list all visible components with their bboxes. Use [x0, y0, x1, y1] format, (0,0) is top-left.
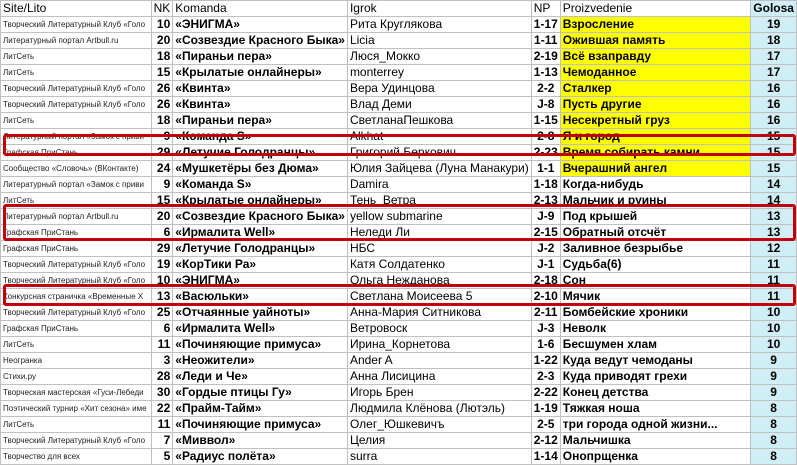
cell-site[interactable]: Графская ПриСтань: [1, 225, 152, 241]
cell-site[interactable]: ЛитСеть: [1, 113, 152, 129]
cell-golosa[interactable]: 13: [751, 225, 797, 241]
table-row: [1, 257, 797, 273]
cell-golosa[interactable]: 16: [751, 97, 797, 113]
table-row: [1, 193, 797, 209]
cell-np[interactable]: 1-13: [531, 65, 560, 81]
cell-igrok[interactable]: Олег_Юшкевичъ: [347, 417, 531, 433]
cell-igrok[interactable]: Влад Деми: [347, 97, 531, 113]
header-igrok[interactable]: Igrok: [347, 1, 531, 17]
cell-komanda[interactable]: «Квинта»: [173, 97, 348, 113]
cell-komanda[interactable]: «Созвездие Красного Быка»: [173, 209, 348, 225]
cell-igrok[interactable]: Григорий Беркович: [347, 145, 531, 161]
cell-np[interactable]: 2-8: [531, 129, 560, 145]
header-nk[interactable]: NK: [151, 1, 173, 17]
cell-pr[interactable]: Бомбейские хроники: [560, 305, 751, 321]
cell-pr[interactable]: Несекретный груз: [560, 113, 751, 129]
cell-igrok[interactable]: Licia: [347, 33, 531, 49]
cell-igrok[interactable]: Ander A: [347, 353, 531, 369]
table-row: [1, 289, 797, 305]
cell-nk[interactable]: 24: [151, 161, 173, 177]
cell-site[interactable]: Творческий Литературный Клуб «Голо: [1, 17, 152, 33]
cell-pr[interactable]: Взросление: [560, 17, 751, 33]
cell-golosa[interactable]: 10: [751, 321, 797, 337]
cell-golosa[interactable]: 12: [751, 241, 797, 257]
cell-igrok[interactable]: НБС: [347, 241, 531, 257]
cell-pr[interactable]: Конец детства: [560, 385, 751, 401]
cell-np[interactable]: 2-2: [531, 81, 560, 97]
cell-nk[interactable]: 3: [151, 353, 173, 369]
cell-pr[interactable]: Мальчик и руины: [560, 193, 751, 209]
cell-igrok[interactable]: Светлана Моисеева 5: [347, 289, 531, 305]
cell-golosa[interactable]: 11: [751, 257, 797, 273]
cell-komanda[interactable]: «Летучие Голодранцы»: [173, 241, 348, 257]
cell-site[interactable]: ЛитСеть: [1, 65, 152, 81]
cell-komanda[interactable]: «ЭНИГМА»: [173, 273, 348, 289]
table-row: [1, 161, 797, 177]
cell-igrok[interactable]: Катя Солдатенко: [347, 257, 531, 273]
cell-site[interactable]: Литературный портал Artbull.ru: [1, 33, 152, 49]
cell-np[interactable]: 2-11: [531, 305, 560, 321]
cell-golosa[interactable]: 13: [751, 209, 797, 225]
table-row: [1, 353, 797, 369]
cell-pr[interactable]: Чемоданное: [560, 65, 751, 81]
cell-np[interactable]: 1-6: [531, 337, 560, 353]
cell-igrok[interactable]: Ирина_Корнетова: [347, 337, 531, 353]
cell-site[interactable]: Творческий Литературный Клуб «Голо: [1, 257, 152, 273]
cell-nk[interactable]: 20: [151, 209, 173, 225]
table-row: [1, 97, 797, 113]
table-row: [1, 17, 797, 33]
cell-site[interactable]: Литературный портал «Замок с приви: [1, 177, 152, 193]
header-komanda[interactable]: Komanda: [173, 1, 348, 17]
cell-golosa[interactable]: 19: [751, 17, 797, 33]
cell-site[interactable]: Творческая мастерская «Гуси-Лебеди: [1, 385, 152, 401]
table-row: [1, 369, 797, 385]
cell-golosa[interactable]: 10: [751, 305, 797, 321]
cell-nk[interactable]: 10: [151, 17, 173, 33]
cell-komanda[interactable]: «Неожители»: [173, 353, 348, 369]
cell-site[interactable]: Творчество для всех: [1, 449, 152, 465]
cell-komanda[interactable]: «ЭНИГМА»: [173, 17, 348, 33]
cell-komanda[interactable]: «Радиус полёта»: [173, 449, 348, 465]
cell-igrok[interactable]: Анна Лисицина: [347, 369, 531, 385]
cell-np[interactable]: 2-22: [531, 385, 560, 401]
cell-komanda[interactable]: «Леди и Че»: [173, 369, 348, 385]
cell-pr[interactable]: Вчерашний ангел: [560, 161, 751, 177]
cell-site[interactable]: Творческий Литературный Клуб «Голо: [1, 273, 152, 289]
cell-site[interactable]: Стихи.ру: [1, 369, 152, 385]
cell-komanda[interactable]: «Починяющие примуса»: [173, 417, 348, 433]
cell-igrok[interactable]: Ветровоск: [347, 321, 531, 337]
cell-pr[interactable]: Судьба(6): [560, 257, 751, 273]
table-row: [1, 33, 797, 49]
cell-nk[interactable]: 15: [151, 193, 173, 209]
cell-komanda[interactable]: «Квинта»: [173, 81, 348, 97]
table-row: [1, 81, 797, 97]
cell-igrok[interactable]: Целия: [347, 433, 531, 449]
table-row: [1, 145, 797, 161]
cell-komanda[interactable]: «Команда S»: [173, 129, 348, 145]
cell-golosa[interactable]: 8: [751, 417, 797, 433]
cell-igrok[interactable]: surra: [347, 449, 531, 465]
cell-nk[interactable]: 15: [151, 65, 173, 81]
cell-nk[interactable]: 11: [151, 417, 173, 433]
cell-komanda[interactable]: «Крылатые онлайнеры»: [173, 193, 348, 209]
table-row: [1, 177, 797, 193]
cell-nk[interactable]: 28: [151, 369, 173, 385]
cell-pr[interactable]: Бесшумен хлам: [560, 337, 751, 353]
cell-pr[interactable]: Под крышей: [560, 209, 751, 225]
cell-komanda[interactable]: «Ирмалита Well»: [173, 321, 348, 337]
cell-site[interactable]: Графская ПриСтань: [1, 241, 152, 257]
table-row: [1, 273, 797, 289]
cell-komanda[interactable]: «Васюльки»: [173, 289, 348, 305]
cell-komanda[interactable]: «Мушкетёры без Дюма»: [173, 161, 348, 177]
cell-pr[interactable]: Мячик: [560, 289, 751, 305]
cell-igrok[interactable]: СветланаПешкова: [347, 113, 531, 129]
cell-golosa[interactable]: 8: [751, 433, 797, 449]
cell-nk[interactable]: 19: [151, 257, 173, 273]
cell-nk[interactable]: 18: [151, 113, 173, 129]
cell-site[interactable]: Сообщество «Словочь» (ВКонтакте): [1, 161, 152, 177]
header-np[interactable]: NP: [531, 1, 560, 17]
cell-golosa[interactable]: 10: [751, 337, 797, 353]
cell-golosa[interactable]: 8: [751, 449, 797, 465]
cell-golosa[interactable]: 14: [751, 193, 797, 209]
cell-igrok[interactable]: Damira: [347, 177, 531, 193]
cell-golosa[interactable]: 9: [751, 369, 797, 385]
cell-igrok[interactable]: Тень_Ветра: [347, 193, 531, 209]
cell-np[interactable]: 1-15: [531, 113, 560, 129]
cell-igrok[interactable]: Анна-Мария Ситникова: [347, 305, 531, 321]
cell-igrok[interactable]: Ольга Нежданова: [347, 273, 531, 289]
cell-np[interactable]: J-2: [531, 241, 560, 257]
cell-pr[interactable]: Неволк: [560, 321, 751, 337]
cell-komanda[interactable]: «Гордые птицы Гу»: [173, 385, 348, 401]
cell-golosa[interactable]: 15: [751, 161, 797, 177]
cell-np[interactable]: 2-15: [531, 225, 560, 241]
cell-igrok[interactable]: Людмила Клёнова (Лютэль): [347, 401, 531, 417]
cell-np[interactable]: 1-14: [531, 449, 560, 465]
cell-golosa[interactable]: 8: [751, 401, 797, 417]
cell-komanda[interactable]: «Ирмалита Well»: [173, 225, 348, 241]
cell-np[interactable]: 1-22: [531, 353, 560, 369]
cell-igrok[interactable]: Вера Удинцова: [347, 81, 531, 97]
cell-golosa[interactable]: 15: [751, 129, 797, 145]
cell-site[interactable]: ЛитСеть: [1, 337, 152, 353]
cell-np[interactable]: 2-3: [531, 369, 560, 385]
cell-site[interactable]: Литературный портал Artbull.ru: [1, 209, 152, 225]
cell-igrok[interactable]: Игорь Брен: [347, 385, 531, 401]
cell-komanda[interactable]: «Починяющие примуса»: [173, 337, 348, 353]
cell-pr[interactable]: Когда-нибудь: [560, 177, 751, 193]
cell-nk[interactable]: 18: [151, 49, 173, 65]
cell-np[interactable]: 1-11: [531, 33, 560, 49]
cell-igrok[interactable]: Люся_Мокко: [347, 49, 531, 65]
cell-nk[interactable]: 26: [151, 97, 173, 113]
cell-site[interactable]: ЛитСеть: [1, 417, 152, 433]
cell-nk[interactable]: 30: [151, 385, 173, 401]
cell-komanda[interactable]: «Пираньи пера»: [173, 49, 348, 65]
cell-golosa[interactable]: 9: [751, 353, 797, 369]
cell-golosa[interactable]: 16: [751, 81, 797, 97]
cell-np[interactable]: 2-10: [531, 289, 560, 305]
cell-golosa[interactable]: 15: [751, 145, 797, 161]
cell-nk[interactable]: 11: [151, 337, 173, 353]
header-proizvedenie[interactable]: Proizvedenie: [560, 1, 751, 17]
cell-golosa[interactable]: 18: [751, 33, 797, 49]
cell-komanda[interactable]: «Прайм-Тайм»: [173, 401, 348, 417]
cell-komanda[interactable]: «КорТики Ра»: [173, 257, 348, 273]
cell-site[interactable]: Графская ПриСтань: [1, 321, 152, 337]
table-row: [1, 417, 797, 433]
table-row: [1, 49, 797, 65]
cell-komanda[interactable]: «Летучие Голодранцы»: [173, 145, 348, 161]
cell-pr[interactable]: Заливное безрыбье: [560, 241, 751, 257]
cell-pr[interactable]: Ожившая память: [560, 33, 751, 49]
cell-site[interactable]: Творческий Литературный Клуб «Голо: [1, 433, 152, 449]
cell-site[interactable]: ЛитСеть: [1, 49, 152, 65]
cell-komanda[interactable]: «Созвездие Красного Быка»: [173, 33, 348, 49]
cell-nk[interactable]: 5: [151, 449, 173, 465]
cell-np[interactable]: 2-12: [531, 433, 560, 449]
cell-np[interactable]: 1-18: [531, 177, 560, 193]
cell-igrok[interactable]: monterrey: [347, 65, 531, 81]
cell-np[interactable]: 2-13: [531, 193, 560, 209]
table-row: [1, 385, 797, 401]
cell-np[interactable]: 2-23: [531, 145, 560, 161]
cell-golosa[interactable]: 17: [751, 49, 797, 65]
cell-komanda[interactable]: «Миввол»: [173, 433, 348, 449]
cell-site[interactable]: Неогранка: [1, 353, 152, 369]
cell-np[interactable]: 2-18: [531, 273, 560, 289]
cell-nk[interactable]: 9: [151, 129, 173, 145]
cell-np[interactable]: J-8: [531, 97, 560, 113]
table-row: [1, 241, 797, 257]
cell-nk[interactable]: 7: [151, 433, 173, 449]
cell-igrok[interactable]: Alkhat: [347, 129, 531, 145]
cell-nk[interactable]: 25: [151, 305, 173, 321]
table-row: [1, 65, 797, 81]
cell-nk[interactable]: 9: [151, 177, 173, 193]
cell-golosa[interactable]: 17: [751, 65, 797, 81]
header-site[interactable]: Site/Lito: [1, 1, 152, 17]
header-golosa[interactable]: Golosa: [751, 1, 797, 17]
cell-site[interactable]: Литературный портал «Замок с приви: [1, 129, 152, 145]
table-row: [1, 305, 797, 321]
cell-np[interactable]: 1-17: [531, 17, 560, 33]
cell-pr[interactable]: три города одной жизни...: [560, 417, 751, 433]
header-row: [1, 1, 797, 17]
cell-np[interactable]: 1-19: [531, 401, 560, 417]
cell-pr[interactable]: Мальчишка: [560, 433, 751, 449]
cell-np[interactable]: J-3: [531, 321, 560, 337]
cell-golosa[interactable]: 16: [751, 113, 797, 129]
cell-site[interactable]: ЛитСеть: [1, 193, 152, 209]
cell-pr[interactable]: Сталкер: [560, 81, 751, 97]
cell-nk[interactable]: 26: [151, 81, 173, 97]
table-row: [1, 129, 797, 145]
cell-site[interactable]: Конкурсная страничка «Временные Х: [1, 289, 152, 305]
table-row: [1, 321, 797, 337]
cell-nk[interactable]: 10: [151, 273, 173, 289]
cell-site[interactable]: Творческий Литературный Клуб «Голо: [1, 97, 152, 113]
cell-nk[interactable]: 6: [151, 321, 173, 337]
cell-igrok[interactable]: Юлия Зайцева (Луна Манакури): [347, 161, 531, 177]
cell-pr[interactable]: Онопрщенка: [560, 449, 751, 465]
cell-nk[interactable]: 6: [151, 225, 173, 241]
cell-np[interactable]: 2-19: [531, 49, 560, 65]
cell-golosa[interactable]: 11: [751, 273, 797, 289]
cell-nk[interactable]: 13: [151, 289, 173, 305]
cell-pr[interactable]: Я и город: [560, 129, 751, 145]
table-row: [1, 401, 797, 417]
cell-pr[interactable]: Тяжкая ноша: [560, 401, 751, 417]
cell-site[interactable]: Творческий Литературный Клуб «Голо: [1, 305, 152, 321]
cell-igrok[interactable]: Неледи Ли: [347, 225, 531, 241]
cell-pr[interactable]: Пусть другие: [560, 97, 751, 113]
cell-igrok[interactable]: Рита Круглякова: [347, 17, 531, 33]
cell-golosa[interactable]: 9: [751, 385, 797, 401]
cell-pr[interactable]: Всё взаправду: [560, 49, 751, 65]
cell-np[interactable]: J-1: [531, 257, 560, 273]
cell-nk[interactable]: 29: [151, 145, 173, 161]
table-row: [1, 449, 797, 465]
table-row: [1, 225, 797, 241]
cell-nk[interactable]: 29: [151, 241, 173, 257]
cell-np[interactable]: 1-1: [531, 161, 560, 177]
cell-pr[interactable]: Куда ведут чемоданы: [560, 353, 751, 369]
table-row: [1, 209, 797, 225]
table-row: [1, 337, 797, 353]
cell-nk[interactable]: 22: [151, 401, 173, 417]
cell-np[interactable]: J-9: [531, 209, 560, 225]
cell-golosa[interactable]: 11: [751, 289, 797, 305]
cell-komanda[interactable]: «Отчаянные уайноты»: [173, 305, 348, 321]
cell-nk[interactable]: 20: [151, 33, 173, 49]
cell-golosa[interactable]: 14: [751, 177, 797, 193]
cell-komanda[interactable]: «Пираньи пера»: [173, 113, 348, 129]
table-row: [1, 113, 797, 129]
cell-pr[interactable]: Сон: [560, 273, 751, 289]
table-row: [1, 433, 797, 449]
cell-site[interactable]: Поэтический турнир «Хит сезона» име: [1, 401, 152, 417]
cell-pr[interactable]: Куда приводят грехи: [560, 369, 751, 385]
cell-np[interactable]: 2-5: [531, 417, 560, 433]
cell-site[interactable]: Графская ПриСтань: [1, 145, 152, 161]
cell-komanda[interactable]: «Команда S»: [173, 177, 348, 193]
cell-pr[interactable]: Обратный отсчёт: [560, 225, 751, 241]
cell-site[interactable]: Творческий Литературный Клуб «Голо: [1, 81, 152, 97]
cell-igrok[interactable]: yellow submarine: [347, 209, 531, 225]
cell-komanda[interactable]: «Крылатые онлайнеры»: [173, 65, 348, 81]
cell-pr[interactable]: Время собирать камни: [560, 145, 751, 161]
